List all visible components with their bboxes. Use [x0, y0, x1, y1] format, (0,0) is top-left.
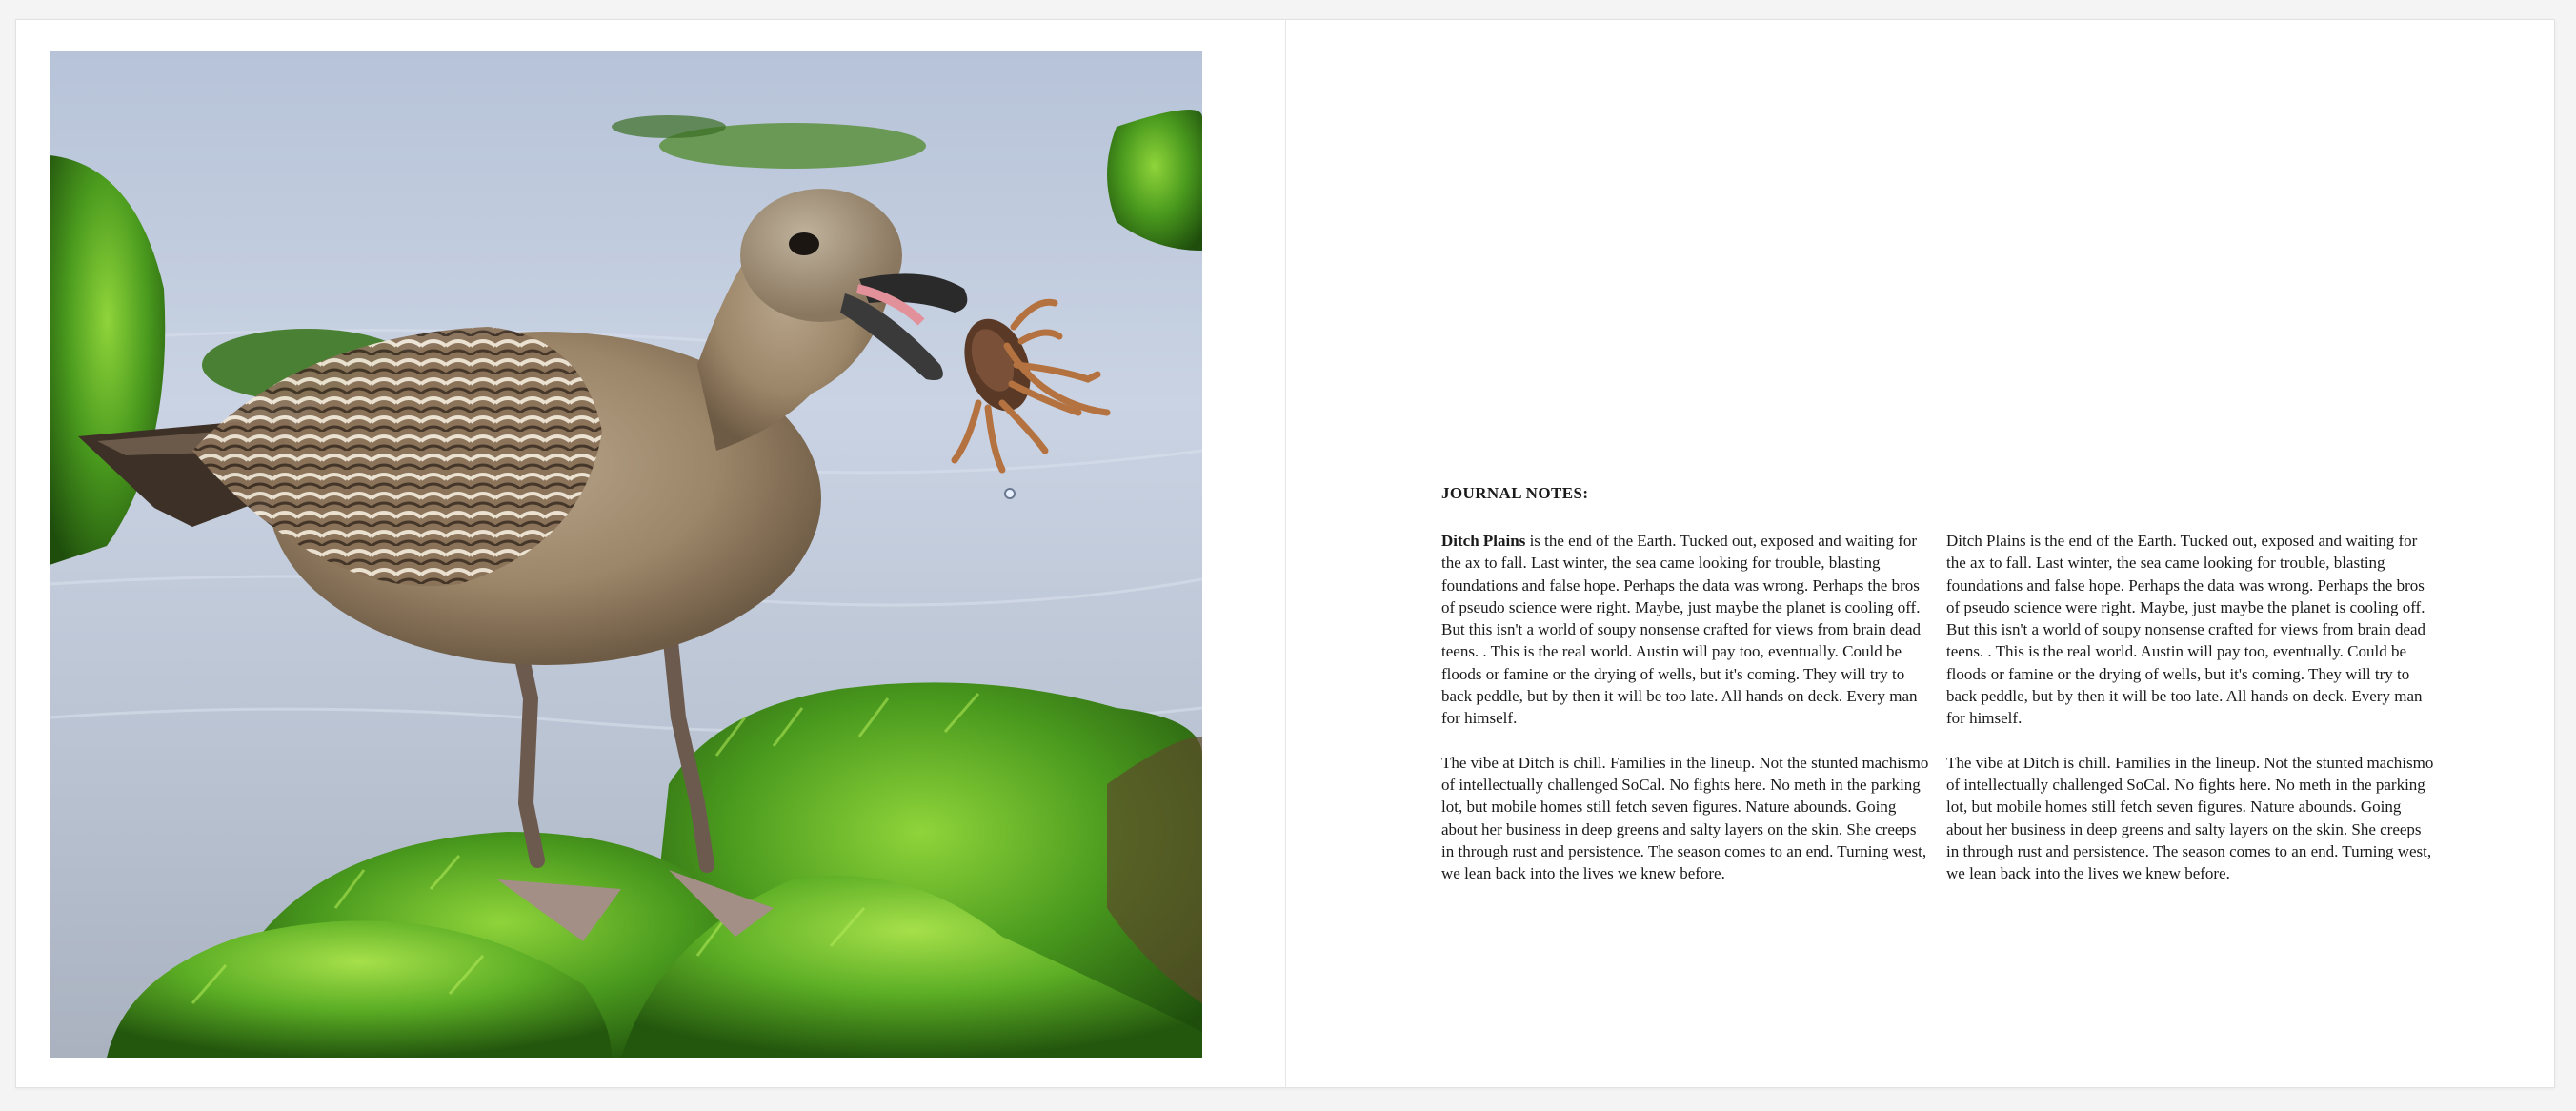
right-page [1286, 20, 2554, 1087]
lead-in-bold: Ditch Plains [1441, 532, 1526, 550]
column-right-paragraph-2: The vibe at Ditch is chill. Families in the lineup. Not the stunted machismo of intellectually challenged SoCal. No fights here. No meth in the parking lot, but mobile homes still fetch seven figures. Nature abounds. Going about her business in deep greens and salty layers on the skin. She creeps in through rust and persistence. The season comes to an end. Turning west, we lean back into the lives we knew before. [1946, 753, 2434, 883]
column-left-paragraph-1 [1441, 530, 1932, 730]
column-right [1946, 530, 2437, 906]
magazine-spread [15, 19, 2555, 1088]
column-left-paragraph-2: The vibe at Ditch is chill. Families in the lineup. Not the stunted machismo of intellectually challenged SoCal. No fights here. No meth in the parking lot, but mobile homes still fetch seven figures. Nature abounds. Going about her business in deep greens and salty layers on the skin. She creeps in through rust and persistence. The season comes to an end. Turning west, we lean back into the lives we knew before. [1441, 753, 1929, 883]
gull-photo [50, 50, 1202, 1058]
gull-with-crab-image [50, 50, 1202, 1058]
text-columns [1441, 530, 2451, 906]
paragraph-text: is the end of the Earth. Tucked out, exposed and waiting for the ax to fall. Last winter, the sea came looking for trouble, blasting foundations and false hope. Perhaps the data was wrong. Perhaps the bros of pseudo science were right. Maybe, just maybe the planet is cooling off. But this isn't a world of soupy nonsense crafted for views from brain dead teens. . This is the real world. Austin will pay too, eventually. Could be floods or famine or the drying of wells, but it's coming. They will try to back peddle, but by then it will be too late. All hands on deck. Every man for himself. [1441, 532, 1922, 728]
journal-notes [1441, 484, 2451, 906]
column-left [1441, 530, 1932, 906]
journal-title: JOURNAL NOTES: [1441, 484, 1589, 502]
left-page [16, 20, 1286, 1087]
column-right-paragraph-1: Ditch Plains is the end of the Earth. Tucked out, exposed and waiting for the ax to fall. Last winter, the sea came looking for trouble, blasting foundations and false hope. Perhaps the data was wrong. Perhaps the bros of pseudo science were right. Maybe, just maybe the planet is cooling off. But this isn't a world of soupy nonsense crafted for views from brain dead teens. . This is the real world. Austin will pay too, eventually. Could be floods or famine or the drying of wells, but it's coming. They will try to back peddle, but by then it will be too late. All hands on deck. Every man for himself. [1946, 532, 2426, 728]
